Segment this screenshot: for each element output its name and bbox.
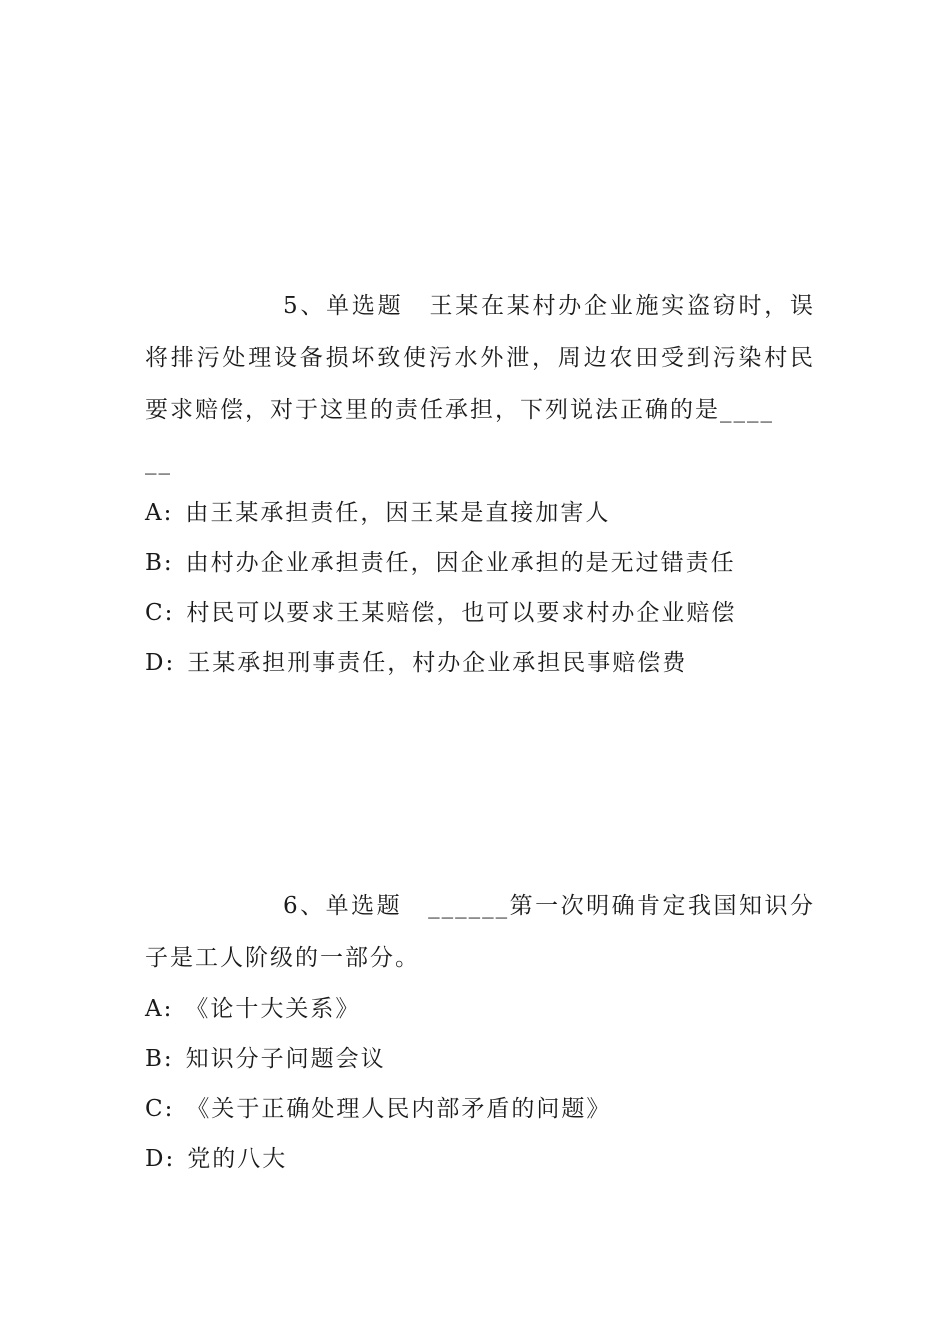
option-text: 知识分子问题会议 [185, 1046, 386, 1072]
option-letter: D: [145, 1146, 176, 1172]
option-letter: B: [145, 550, 174, 576]
question-type: 单选题 [325, 893, 403, 919]
question-text: ______第一次明确肯定我国知识分子是工人阶级的一部分。 [145, 893, 816, 971]
option-c[interactable] [145, 1084, 815, 1134]
option-b[interactable] [145, 538, 815, 588]
option-text: 村民可以要求王某赔偿，也可以要求村办企业赔偿 [186, 600, 737, 626]
option-text: 由村办企业承担责任，因企业承担的是无过错责任 [185, 550, 736, 576]
option-text: 由王某承担责任，因王某是直接加害人 [185, 500, 611, 526]
question-stem [145, 880, 815, 984]
question-number: 5、 [283, 293, 327, 319]
question-text: 王某在某村办企业施实盗窃时，误将排污处理设备损坏致使污水外泄，周边农田受到污染村民要求赔偿，对于这里的责任承担，下列说法正确的是____ [145, 293, 816, 423]
option-letter: A: [145, 500, 174, 526]
option-d[interactable] [145, 1134, 815, 1184]
question-type: 单选题 [326, 293, 404, 319]
option-letter: B: [145, 1046, 174, 1072]
option-letter: C: [145, 600, 175, 626]
question-stem [145, 280, 815, 488]
option-letter: C: [145, 1096, 175, 1122]
question-5 [145, 280, 815, 688]
option-text: 王某承担刑事责任，村办企业承担民事赔偿费 [187, 650, 688, 676]
option-b[interactable] [145, 1034, 815, 1084]
option-a[interactable] [145, 984, 815, 1034]
option-d[interactable] [145, 638, 815, 688]
option-text: 党的八大 [187, 1146, 288, 1172]
option-a[interactable] [145, 488, 815, 538]
question-number: 6、 [283, 893, 326, 919]
question-6 [145, 880, 815, 1184]
option-c[interactable] [145, 588, 815, 638]
option-text: 《论十大关系》 [185, 996, 361, 1022]
option-letter: D: [145, 650, 176, 676]
answer-blank-tail: __ [145, 449, 172, 475]
option-text: 《关于正确处理人民内部矛盾的问题》 [186, 1096, 612, 1122]
option-letter: A: [145, 996, 174, 1022]
